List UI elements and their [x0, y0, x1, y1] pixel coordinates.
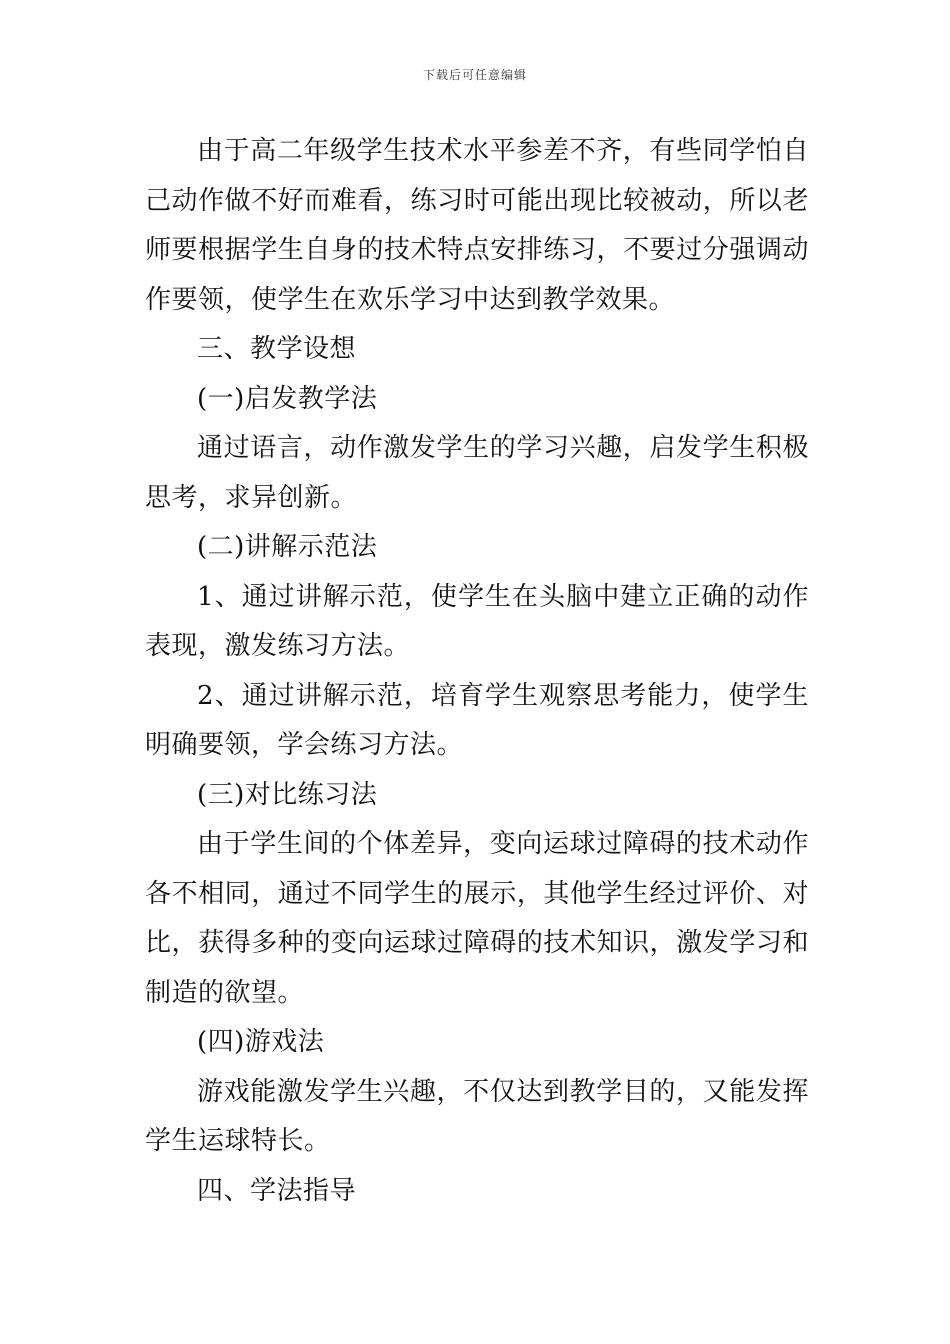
paragraph-game: 游戏能激发学生兴趣，不仅达到教学目的，又能发挥学生运球特长。: [145, 1076, 809, 1156]
subheading-comparison-method: (三)对比练习法: [197, 779, 378, 810]
paragraph-intro: 由于高二年级学生技术水平参差不齐，有些同学怕自己动作做不好而难看，练习时可能出现比较被动，所以老师要根据学生自身的技术特点安排练习，不要过分强调动作要领，使学生在欢乐学习中达到教学效果。: [145, 136, 809, 315]
paragraph-comparison: 由于学生间的个体差异，变向运球过障碍的技术动作各不相同，通过不同学生的展示，其他学生经过评价、对比，获得多种的变向运球过障碍的技术知识，激发学习和制造的欲望。: [145, 829, 809, 1008]
section-heading-teaching-ideas: 三、教学设想: [197, 334, 357, 364]
subheading-inspiration-method: (一)启发教学法: [197, 383, 378, 414]
page-header: 下载后可任意编辑: [422, 68, 527, 82]
paragraph-inspiration: 通过语言，动作激发学生的学习兴趣，启发学生积极思考，求异创新。: [145, 433, 809, 513]
paragraph-demonstration-1: 1、通过讲解示范，使学生在头脑中建立正确的动作表现，激发练习方法。: [145, 581, 809, 661]
document-body: [145, 127, 809, 1216]
subheading-game-method: (四)游戏法: [197, 1027, 325, 1057]
section-heading-learning-guidance: 四、学法指导: [197, 1175, 357, 1206]
paragraph-demonstration-2: 2、通过讲解示范，培育学生观察思考能力，使学生明确要领，学会练习方法。: [145, 680, 809, 760]
subheading-demonstration-method: (二)讲解示范法: [197, 532, 378, 562]
